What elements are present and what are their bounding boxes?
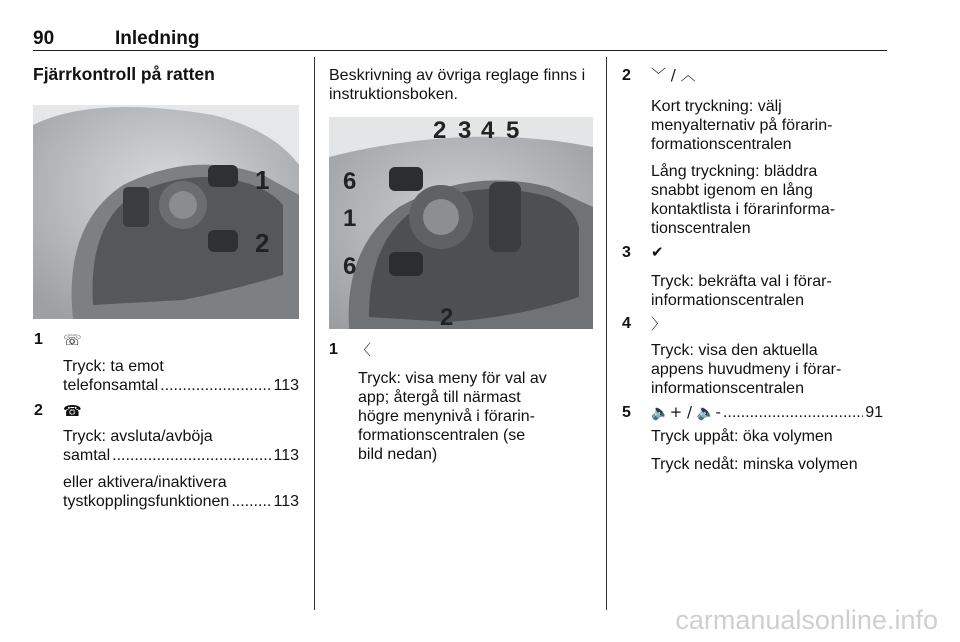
page-ref: 113 — [273, 377, 299, 394]
item-text: kontaktlista i förarinforma- — [651, 201, 836, 218]
chevron-left-icon: 〈 — [356, 341, 372, 359]
chevron-up-down-icon: ﹀ / ︿ — [651, 66, 696, 84]
watermark: carmanualsonline.info — [675, 605, 938, 635]
item-number: 2 — [34, 402, 43, 419]
item-text-with-page — [63, 492, 299, 511]
item-text-with-page — [651, 403, 883, 422]
item-text: Tryck: visa den aktuella — [651, 342, 818, 359]
intro-text: instruktionsboken. — [329, 86, 458, 103]
page-header — [33, 28, 887, 51]
column-divider — [314, 57, 315, 610]
item-text: Lång tryckning: bläddra — [651, 163, 818, 180]
column-divider — [606, 57, 607, 610]
item-number: 1 — [329, 341, 338, 358]
item-text: snabbt igenom en lång — [651, 182, 813, 199]
callout-label: 2 — [433, 117, 447, 144]
callout-label: 5 — [506, 117, 520, 144]
item-number: 5 — [622, 404, 631, 421]
item-text: app; återgå till närmast — [358, 389, 521, 406]
checkmark-icon: ✔ — [651, 243, 664, 261]
callout-label: 6 — [343, 168, 357, 195]
phone-accept-icon: ☏ — [63, 331, 82, 349]
callout-label: 3 — [458, 117, 472, 144]
section-title: Fjärrkontroll på ratten — [33, 64, 215, 84]
phone-end-icon: ☎ — [63, 402, 82, 420]
callout-label: 4 — [481, 117, 495, 144]
item-text: samtal — [63, 447, 111, 464]
item-text: Tryck: avsluta/avböja — [63, 428, 213, 445]
item-text: formationscentralen (se — [358, 427, 526, 444]
item-text: tystkopplingsfunktionen — [63, 493, 230, 510]
item-text: formationscentralen — [651, 136, 792, 153]
item-text: telefonsamtal — [63, 377, 159, 394]
item-text: informationscentralen — [651, 380, 804, 397]
item-text: Tryck uppåt: öka volymen — [651, 428, 833, 445]
steering-wheel-left-image — [33, 105, 299, 319]
intro-text: Beskrivning av övriga reglage finns i — [329, 67, 586, 84]
item-text: Tryck: ta emot — [63, 358, 164, 375]
chapter-title: Inledning — [115, 28, 200, 49]
item-text: appens huvudmeny i förar- — [651, 361, 842, 378]
volume-icon: 🔈+ / 🔈- — [651, 403, 721, 421]
item-text: bild nedan) — [358, 446, 438, 463]
page-number: 90 — [33, 28, 55, 49]
item-number: 2 — [622, 67, 631, 84]
callout-label: 1 — [255, 165, 270, 195]
item-number: 3 — [622, 244, 631, 261]
item-text: eller aktivera/inaktivera — [63, 474, 227, 491]
page-ref: 113 — [273, 493, 299, 510]
callout-label: 1 — [343, 205, 357, 232]
item-number: 4 — [622, 315, 631, 332]
item-text: Kort tryckning: välj — [651, 98, 782, 115]
callout-label: 2 — [255, 228, 270, 258]
item-text: Tryck nedåt: minska volymen — [651, 456, 858, 473]
callout-label: 2 — [440, 304, 454, 329]
item-text: informationscentralen — [651, 292, 804, 309]
chevron-right-icon: 〉 — [651, 315, 667, 333]
item-text-with-page — [63, 376, 299, 395]
item-text: högre menynivå i förarin- — [358, 408, 535, 425]
item-text: Tryck: bekräfta val i förar- — [651, 273, 832, 290]
item-text: tionscentralen — [651, 220, 751, 237]
item-text: menyalternativ på förarin- — [651, 117, 833, 134]
item-text: Tryck: visa meny för val av — [358, 370, 547, 387]
page-ref: 91 — [865, 404, 883, 421]
item-text-with-page — [63, 446, 299, 465]
item-number: 1 — [34, 331, 43, 348]
page-ref: 113 — [273, 447, 299, 464]
callout-label: 6 — [343, 253, 357, 280]
steering-wheel-right-image — [329, 117, 593, 329]
